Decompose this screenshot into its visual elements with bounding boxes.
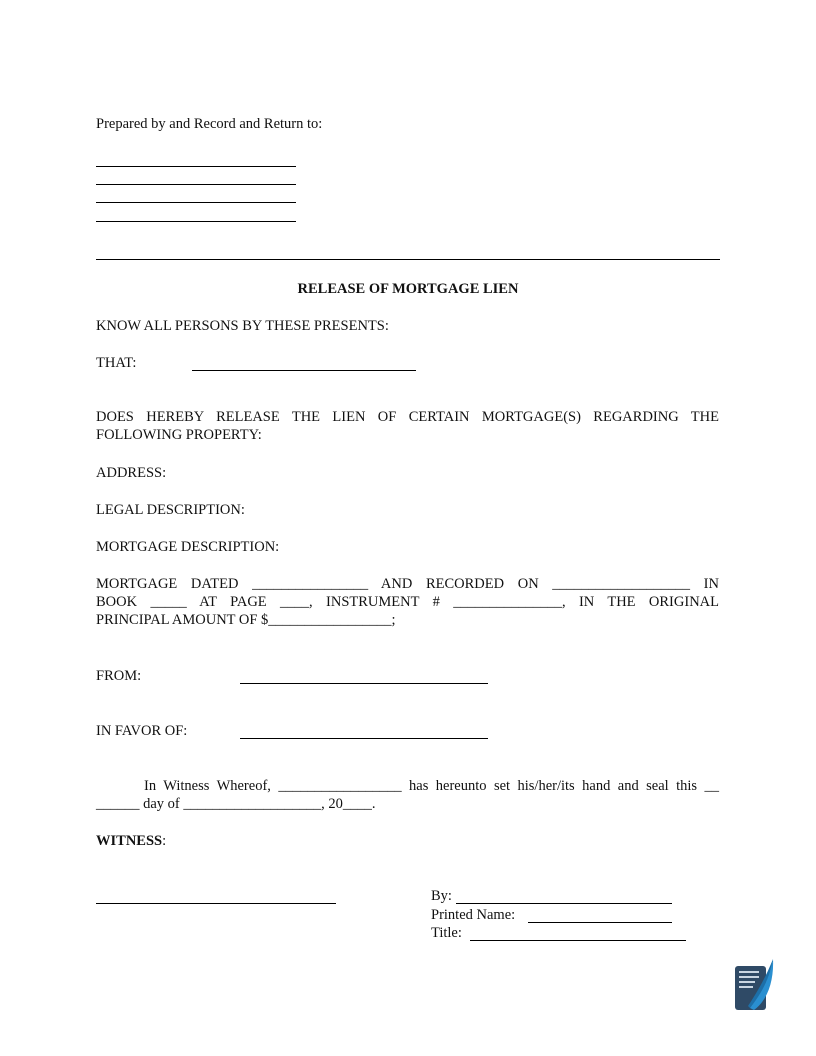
- witness-line-2: ______ day of ___________________, 20____.: [96, 796, 376, 812]
- prepared-by-label: Prepared by and Record and Return to:: [96, 116, 323, 132]
- printed-name-label: Printed Name:: [431, 907, 516, 923]
- printed-name-blank-line: [528, 922, 672, 923]
- in-favor-of-label: IN FAVOR OF:: [96, 723, 188, 739]
- release-paragraph: [96, 408, 719, 444]
- witness-heading: [96, 832, 166, 850]
- witness-paragraph: [96, 777, 719, 813]
- that-blank-line: [192, 370, 416, 371]
- document-title: RELEASE OF MORTGAGE LIEN: [297, 281, 519, 297]
- header-divider: [96, 259, 720, 260]
- release-line-2: FOLLOWING PROPERTY:: [96, 427, 262, 443]
- mortgage-line-1: MORTGAGE DATED ________________ AND RECORDED ON ___________________ IN: [96, 576, 719, 592]
- mortgage-line-3: PRINCIPAL AMOUNT OF $_________________;: [96, 612, 396, 628]
- release-line-1: DOES HEREBY RELEASE THE LIEN OF CERTAIN MORTGAGE(S) REGARDING THE: [96, 409, 719, 425]
- by-blank-line: [456, 903, 672, 904]
- mortgage-paragraph: [96, 575, 719, 629]
- witness-signature-line: [96, 903, 336, 904]
- mortgage-description-label: MORTGAGE DESCRIPTION:: [96, 539, 280, 555]
- return-address-line-4: [96, 221, 296, 222]
- that-label: THAT:: [96, 355, 137, 371]
- document-quill-logo-icon: [734, 958, 774, 1012]
- from-blank-line: [240, 683, 488, 684]
- title-blank-line: [470, 940, 686, 941]
- by-label: By:: [431, 888, 452, 904]
- legal-description-label: LEGAL DESCRIPTION:: [96, 502, 245, 518]
- mortgage-line-2: BOOK _____ AT PAGE ____, INSTRUMENT # _______________, IN THE ORIGINAL: [96, 594, 719, 610]
- address-label: ADDRESS:: [96, 465, 167, 481]
- intro-text: KNOW ALL PERSONS BY THESE PRESENTS:: [96, 318, 389, 334]
- witness-line-1: In Witness Whereof, _________________ has hereunto set his/her/its hand and seal this __: [144, 778, 719, 794]
- return-address-line-1: [96, 166, 296, 167]
- return-address-line-3: [96, 202, 296, 203]
- return-address-line-2: [96, 184, 296, 185]
- title-label: Title:: [431, 925, 462, 941]
- from-label: FROM:: [96, 668, 142, 684]
- witness-heading-text: WITNESS: [96, 833, 163, 849]
- in-favor-of-blank-line: [240, 738, 488, 739]
- witness-heading-colon: :: [162, 833, 167, 849]
